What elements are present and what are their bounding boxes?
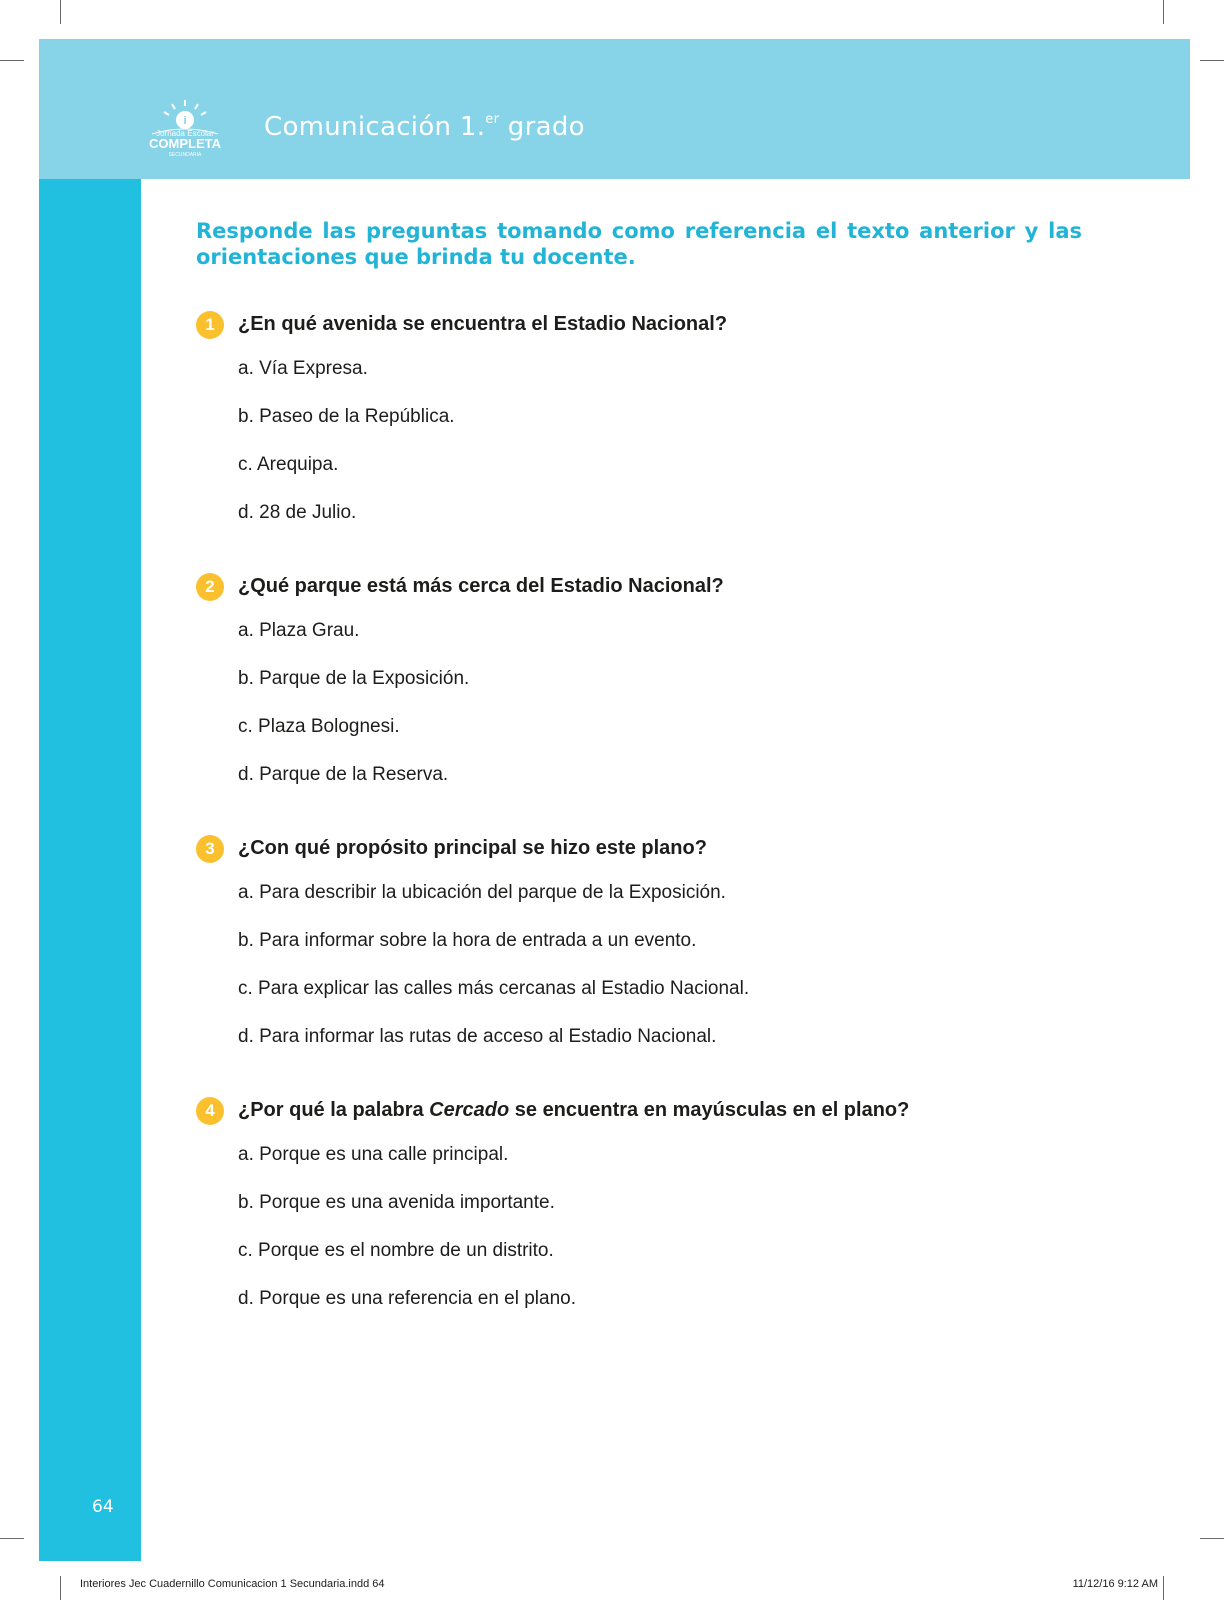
header-title-rest: grado (499, 112, 585, 142)
crop-mark (1200, 1538, 1224, 1539)
logo-text-bottom: SECUNDARIA (168, 152, 202, 158)
question-number-badge: 1 (196, 311, 224, 339)
question-4 (196, 1097, 1096, 1309)
jornada-escolar-logo (142, 98, 228, 160)
question-text-before: ¿Por qué la palabra (238, 1099, 430, 1121)
option-c: c. Para explicar las calles más cercanas al Estadio Nacional. (238, 978, 750, 999)
question-text-after: se encuentra en mayúsculas en el plano? (509, 1099, 910, 1121)
question-number-badge: 2 (196, 573, 224, 601)
question-number-badge: 4 (196, 1097, 224, 1125)
crop-mark (0, 1538, 24, 1539)
question-1 (196, 311, 1096, 523)
option-b: b. Para informar sobre la hora de entrada a un evento. (238, 930, 697, 951)
options-list (238, 1143, 576, 1335)
header-title-sup: er (485, 112, 500, 127)
svg-text:i: i (183, 115, 187, 127)
logo-text-main: COMPLETA (149, 136, 221, 151)
option-c: c. Porque es el nombre de un distrito. (238, 1240, 554, 1261)
crop-mark (60, 0, 61, 24)
crop-mark (1163, 1576, 1164, 1600)
option-a: a. Plaza Grau. (238, 620, 360, 641)
question-3 (196, 835, 1096, 1047)
question-text: ¿Qué parque está más cerca del Estadio Nacional? (238, 575, 724, 597)
option-d: d. Para informar las rutas de acceso al Estadio Nacional. (238, 1026, 717, 1047)
question-text-italic: Cercado (429, 1099, 510, 1121)
question-text (238, 1099, 909, 1122)
footer-filename: Interiores Jec Cuadernillo Comunicacion 1 Secundaria.indd 64 (80, 1578, 385, 1590)
question-text: ¿En qué avenida se encuentra el Estadio Nacional? (238, 313, 728, 335)
option-a: a. Para describir la ubicación del parque de la Exposición. (238, 882, 726, 903)
question-text: ¿Con qué propósito principal se hizo este plano? (238, 837, 707, 859)
option-c: c. Arequipa. (238, 454, 339, 475)
options-list (238, 357, 455, 549)
option-b: b. Parque de la Exposición. (238, 668, 470, 689)
option-b: b. Porque es una avenida importante. (238, 1192, 555, 1213)
question-number-badge: 3 (196, 835, 224, 863)
question-2 (196, 573, 1096, 785)
crop-mark (60, 1576, 61, 1600)
option-d: d. Parque de la Reserva. (238, 764, 449, 785)
options-list (238, 881, 749, 1073)
crop-mark (0, 60, 24, 61)
header-title-main: Comunicación 1. (264, 112, 486, 142)
option-c: c. Plaza Bolognesi. (238, 716, 400, 737)
crop-mark (1200, 60, 1224, 61)
option-b: b. Paseo de la República. (238, 406, 455, 427)
sidebar-band (39, 179, 141, 1561)
option-a: a. Vía Expresa. (238, 358, 368, 379)
page-number: 64 (92, 1497, 114, 1517)
instructions-text: Responde las preguntas tomando como referencia el texto anterior y las orientaciones que brinda tu docente. (196, 219, 1082, 269)
option-a: a. Porque es una calle principal. (238, 1144, 509, 1165)
options-list (238, 619, 469, 811)
option-d: d. 28 de Julio. (238, 502, 357, 523)
crop-mark (1163, 0, 1164, 24)
option-d: d. Porque es una referencia en el plano. (238, 1288, 577, 1309)
logo-text-top: Jornada Escolar (156, 129, 214, 138)
header-title (264, 112, 585, 142)
footer-timestamp: 11/12/16 9:12 AM (1072, 1578, 1158, 1590)
